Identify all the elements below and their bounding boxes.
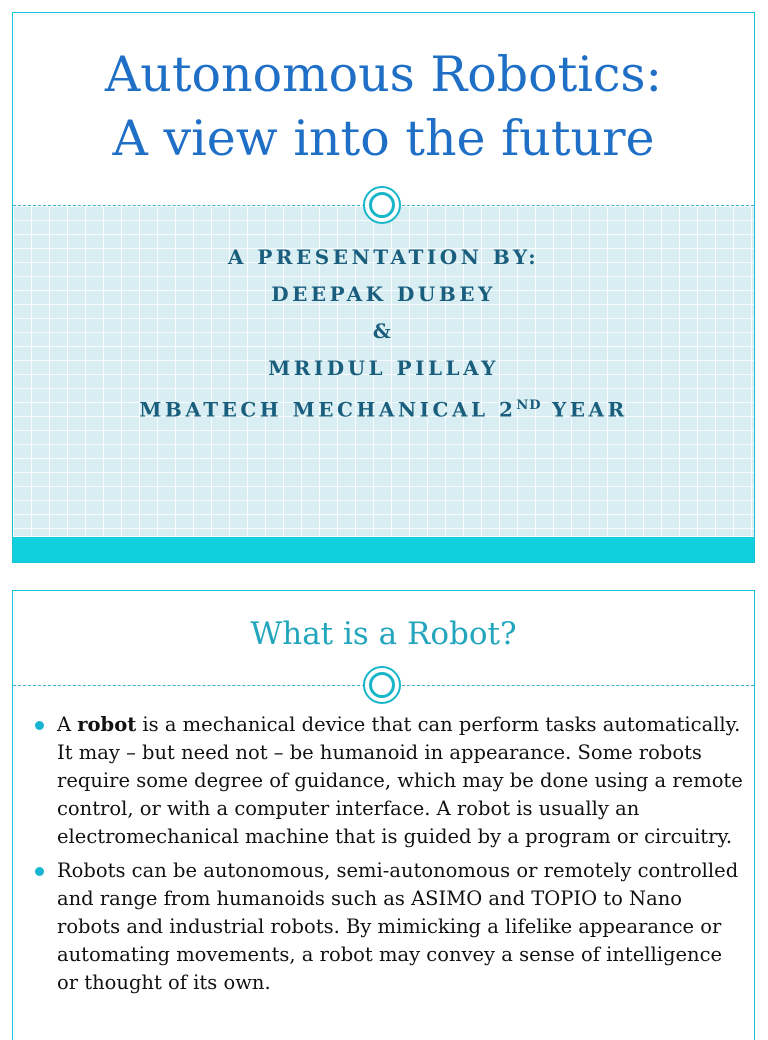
subtitle-line-2: DEEPAK DUBEY xyxy=(271,282,496,306)
presenter-block xyxy=(13,239,754,424)
slide-title-line-2: A view into the future xyxy=(112,110,655,167)
slide-2-title: What is a Robot? xyxy=(250,616,517,652)
ring-icon xyxy=(363,186,401,224)
subtitle-line-5-prefix: MBATECH MECHANICAL 2 xyxy=(139,397,517,422)
teal-footer-bar xyxy=(13,537,754,562)
bullet-dot-icon xyxy=(35,721,44,730)
slide-title-line-1: Autonomous Robotics: xyxy=(104,46,663,103)
slide-1-title-area xyxy=(13,13,754,205)
slide-2 xyxy=(12,590,755,1040)
bullet-2-text: Robots can be autonomous, semi-autonomous or remotely controlled and range from humanoids such as ASIMO and TOPIO to Nano robots and industrial robots. By mimicking a lifelike appearance or automating movements, a robot may convey a sense of intelligence or thought of its own. xyxy=(57,859,739,994)
bullet-1-bold-term: robot xyxy=(77,713,137,736)
subtitle-line-3: & xyxy=(372,319,395,343)
bullet-item-2 xyxy=(35,857,744,997)
subtitle-line-5-superscript: ND xyxy=(516,398,542,413)
subtitle-line-5-suffix: YEAR xyxy=(541,397,628,422)
bullet-dot-icon xyxy=(35,867,44,876)
subtitle-line-1: A PRESENTATION BY: xyxy=(227,245,540,269)
ring-icon xyxy=(363,666,401,704)
bullet-1-prefix: A xyxy=(57,713,78,736)
bullet-item-1 xyxy=(35,711,744,851)
subtitle-line-5 xyxy=(13,387,754,424)
bullet-list xyxy=(35,711,744,1003)
subtitle-line-4: MRIDUL PILLAY xyxy=(268,356,499,380)
grid-background xyxy=(13,206,754,536)
slide-1 xyxy=(12,12,755,563)
bullet-1-text: is a mechanical device that can perform tasks automatically. It may – but need not – be humanoid in appearance. Some robots require some degree of guidance, which may be done using a remote control, or with a computer interface. A robot is usually an electromechanical machine that is guided by a program or circuitry. xyxy=(57,713,743,848)
slide-title xyxy=(13,43,754,171)
